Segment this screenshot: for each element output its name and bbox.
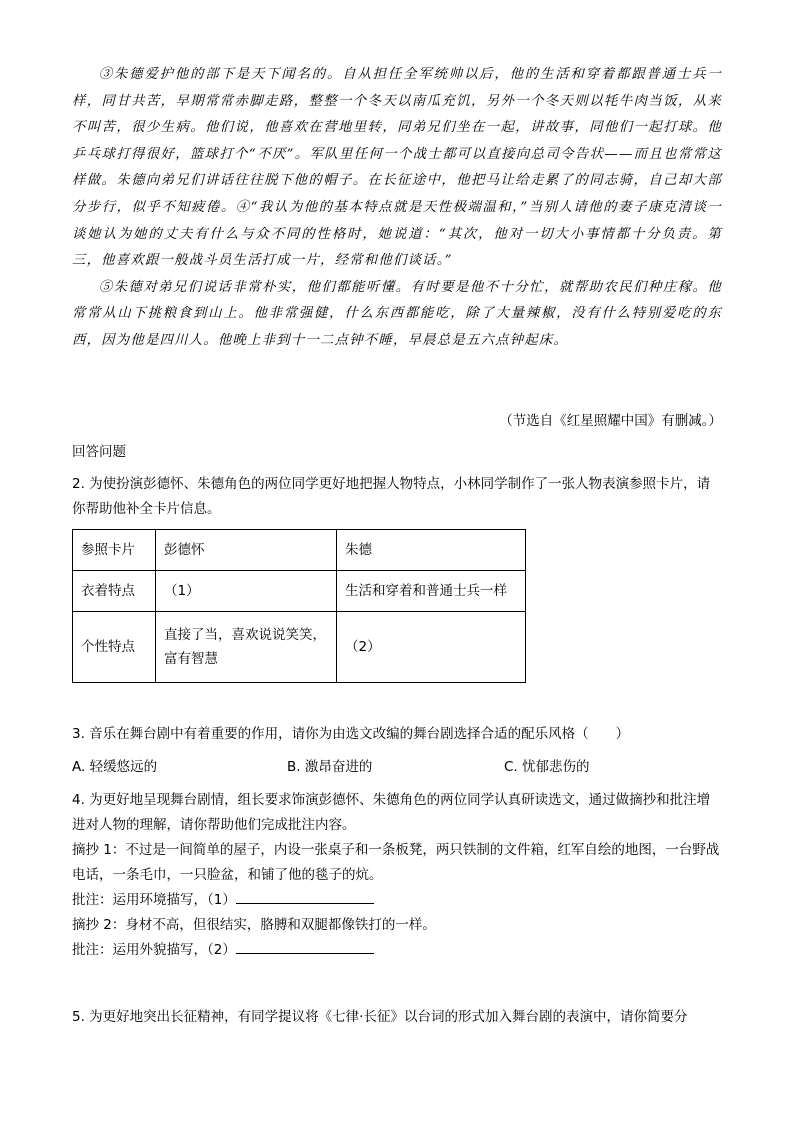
question-4 — [72, 788, 722, 963]
question-3-options — [72, 755, 722, 779]
table-row — [73, 612, 526, 683]
table-header-cell: 参照卡片 — [73, 530, 156, 571]
excerpt-1: 摘抄 1：不过是一间简单的屋子，内设一张桌子和一条板凳，两只铁制的文件箱，红军自绘的地图，一台野战电话，一条毛巾，一只脸盆，和铺了他的毯子的炕。 — [72, 842, 720, 883]
question-3-text: 3. 音乐在舞台剧中有着重要的作用，请你为由选文改编的舞台剧选择合适的配乐风格（ ） — [72, 726, 630, 742]
table-header-cell: 朱德 — [337, 530, 526, 571]
character-reference-card — [72, 529, 526, 683]
note-2-label: 批注：运用外貌描写，（2） — [72, 942, 236, 958]
table-cell: 生活和穿着和普通士兵一样 — [337, 571, 526, 612]
option-b[interactable]: B. 激昂奋进的 — [287, 759, 373, 775]
reading-passage — [72, 62, 722, 355]
note-2 — [72, 938, 722, 963]
table-cell: 直接了当，喜欢说说笑笑，富有智慧 — [156, 612, 337, 683]
option-a[interactable]: A. 轻缓悠远的 — [72, 759, 158, 775]
question-5 — [72, 1005, 722, 1030]
option-c[interactable]: C. 忧郁悲伤的 — [504, 759, 590, 775]
note-2-blank[interactable] — [236, 939, 374, 954]
table-cell: 衣着特点 — [73, 571, 156, 612]
answer-heading: 回答问题 — [72, 444, 126, 460]
note-1-blank[interactable] — [236, 889, 374, 904]
table-row — [73, 571, 526, 612]
question-3 — [72, 722, 722, 747]
table-row — [73, 530, 526, 571]
table-cell: 个性特点 — [73, 612, 156, 683]
paragraph-5: ⑤朱德对弟兄们说话非常朴实，他们都能听懂。有时要是他不十分忙，就帮助农民们种庄稼。他常常从山下挑粮食到山上。他非常强健，什么东西都能吃，除了大量辣椒，没有什么特别爱吃的东西，因为他是四川人。他晚上非到十一二点钟不睡，早晨总是五六点钟起床。 — [72, 279, 722, 348]
answer-blank-cell[interactable]: （2） — [337, 612, 526, 683]
question-2-text: 2. 为使扮演彭德怀、朱德角色的两位同学更好地把握人物特点，小林同学制作了一张人物表演参照卡片，请你帮助他补全卡片信息。 — [72, 476, 711, 517]
note-1 — [72, 888, 722, 913]
question-4-text: 4. 为更好地呈现舞台剧情，组长要求饰演彭德怀、朱德角色的两位同学认真研读选文，通过做摘抄和批注增进对人物的理解，请你帮助他们完成批注内容。 — [72, 792, 711, 833]
note-1-label: 批注：运用环境描写，（1） — [72, 892, 236, 908]
excerpt-2: 摘抄 2：身材不高，但很结实，胳膊和双腿都像铁打的一样。 — [72, 917, 436, 933]
passage-source: （节选自《红星照耀中国》有删减。） — [499, 413, 722, 429]
paragraph-3: ③朱德爱护他的部下是天下闻名的。自从担任全军统帅以后，他的生活和穿着都跟普通士兵一样，同甘共苦，早期常常赤脚走路，整整一个冬天以南瓜充饥，另外一个冬天则以牦牛肉当饭，从来不叫苦，很少生病。他们说，他喜欢在营地里转，同弟兄们坐在一起，讲故事，同他们一起打球。他乒乓球打得很好，篮球打个“不厌”。军队里任何一个战士都可以直接向总司令告状——而且也常常这样做。朱德向弟兄们讲话往往脱下他的帽子。在长征途中，他把马让给走累了的同志骑，自己却大部分步行，似乎不知疲倦。④“我认为他的基本特点就是天性极端温和，”当别人请他的妻子康克清谈一谈她认为她的丈夫有什么与众不同的性格时，她说道：“其次，他对一切大小事情都十分负责。第三，他喜欢跟一般战斗员生活打成一片，经常和他们谈话。” — [72, 67, 722, 269]
table-header-cell: 彭德怀 — [156, 530, 337, 571]
question-5-text: 5. 为更好地突出长征精神，有同学提议将《七律·长征》以台词的形式加入舞台剧的表演中，请你简要分 — [72, 1009, 688, 1025]
question-2 — [72, 472, 722, 522]
answer-blank-cell[interactable]: （1） — [156, 571, 337, 612]
